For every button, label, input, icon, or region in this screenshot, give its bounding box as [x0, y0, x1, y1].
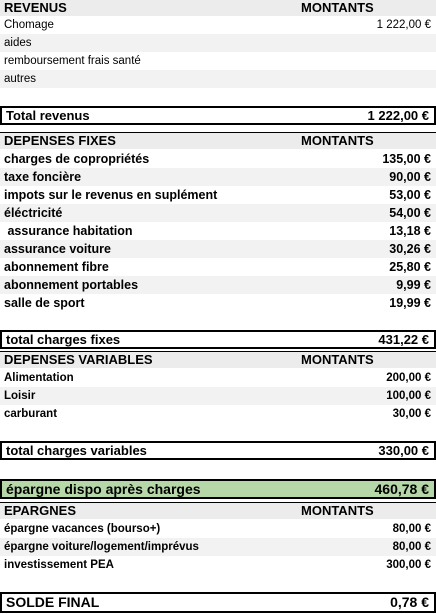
depense-fixe-label: abonnement portables: [4, 278, 139, 292]
epargne-value: 80,00 €: [392, 541, 431, 553]
epargne-dispo-label: épargne dispo après charges: [6, 481, 201, 497]
depenses-fixes-montants-header: MONTANTS: [301, 133, 374, 148]
depense-variable-label: Alimentation: [4, 372, 74, 384]
revenus-value: 1 222,00 €: [376, 19, 431, 31]
revenus-header-row: [0, 0, 436, 16]
depense-fixe-label: assurance habitation: [4, 224, 133, 238]
revenus-header: REVENUS: [4, 0, 67, 15]
epargne-dispo-row: [0, 479, 436, 499]
solde-final-label: SOLDE FINAL: [6, 594, 100, 610]
solde-final-row: [0, 592, 436, 613]
epargnes-montants-header: MONTANTS: [301, 503, 374, 518]
depense-fixe-row: [0, 204, 436, 222]
revenus-label: autres: [4, 73, 36, 85]
depense-fixe-value: 19,99 €: [389, 296, 431, 310]
epargne-label: épargne voiture/logement/imprévus: [4, 541, 199, 553]
depense-fixe-row: [0, 258, 436, 276]
depense-fixe-value: 54,00 €: [389, 206, 431, 220]
depenses-fixes-header: DEPENSES FIXES: [4, 133, 116, 148]
total-charges-fixes-row: [0, 330, 436, 349]
depenses-fixes-header-row: [0, 132, 436, 149]
revenus-row: [0, 16, 436, 34]
epargne-row: [0, 538, 436, 556]
epargne-value: 80,00 €: [392, 523, 431, 535]
total-charges-variables-label: total charges variables: [6, 443, 147, 458]
depense-fixe-row: [0, 150, 436, 168]
depense-variable-label: Loisir: [4, 390, 36, 402]
epargne-dispo-value: 460,78 €: [374, 481, 429, 497]
total-charges-fixes-value: 431,22 €: [378, 332, 429, 347]
depense-fixe-row: [0, 168, 436, 186]
depense-fixe-value: 135,00 €: [382, 152, 431, 166]
depenses-variables-montants-header: MONTANTS: [301, 352, 374, 367]
depenses-variables-header: DEPENSES VARIABLES: [4, 352, 153, 367]
revenus-montants-header: MONTANTS: [301, 0, 374, 15]
depense-fixe-row: [0, 222, 436, 240]
revenus-label: remboursement frais santé: [4, 55, 141, 67]
epargne-label: investissement PEA: [4, 559, 114, 571]
depense-fixe-value: 53,00 €: [389, 188, 431, 202]
depense-variable-row: [0, 369, 436, 387]
revenus-label: Chomage: [4, 19, 54, 31]
total-charges-variables-value: 330,00 €: [378, 443, 429, 458]
depense-variable-row: [0, 387, 436, 405]
total-revenus-label: Total revenus: [6, 108, 90, 123]
revenus-row: [0, 70, 436, 88]
epargne-row: [0, 520, 436, 538]
depense-variable-row: [0, 405, 436, 423]
revenus-label: aides: [4, 37, 32, 49]
epargne-value: 300,00 €: [386, 559, 431, 571]
depense-fixe-value: 30,26 €: [389, 242, 431, 256]
depense-fixe-row: [0, 294, 436, 312]
depense-fixe-row: [0, 240, 436, 258]
depense-fixe-label: impots sur le revenus en suplément: [4, 188, 218, 202]
total-charges-variables-row: [0, 441, 436, 460]
depense-fixe-label: taxe foncière: [4, 170, 82, 184]
depense-fixe-value: 90,00 €: [389, 170, 431, 184]
epargnes-header: EPARGNES: [4, 503, 76, 518]
depense-fixe-label: assurance voiture: [4, 242, 111, 256]
epargne-row: [0, 556, 436, 574]
depense-fixe-label: charges de copropriétés: [4, 152, 150, 166]
depense-fixe-label: salle de sport: [4, 296, 85, 310]
epargne-label: épargne vacances (bourso+): [4, 523, 161, 535]
total-charges-fixes-label: total charges fixes: [6, 332, 121, 347]
depense-variable-value: 100,00 €: [386, 390, 431, 402]
revenus-row: [0, 52, 436, 70]
depense-fixe-row: [0, 186, 436, 204]
revenus-row: [0, 34, 436, 52]
solde-final-value: 0,78 €: [390, 594, 429, 610]
depenses-variables-header-row: [0, 351, 436, 368]
depense-fixe-label: abonnement fibre: [4, 260, 109, 274]
depense-variable-label: carburant: [4, 408, 58, 420]
depense-variable-value: 200,00 €: [386, 372, 431, 384]
total-revenus-row: [0, 106, 436, 125]
depense-fixe-value: 25,80 €: [389, 260, 431, 274]
epargnes-header-row: [0, 502, 436, 519]
total-revenus-value: 1 222,00 €: [367, 108, 429, 123]
depense-fixe-value: 13,18 €: [389, 224, 431, 238]
depense-fixe-label: éléctricité: [4, 206, 63, 220]
depense-fixe-value: 9,99 €: [396, 278, 431, 292]
depense-variable-value: 30,00 €: [392, 408, 431, 420]
depense-fixe-row: [0, 276, 436, 294]
